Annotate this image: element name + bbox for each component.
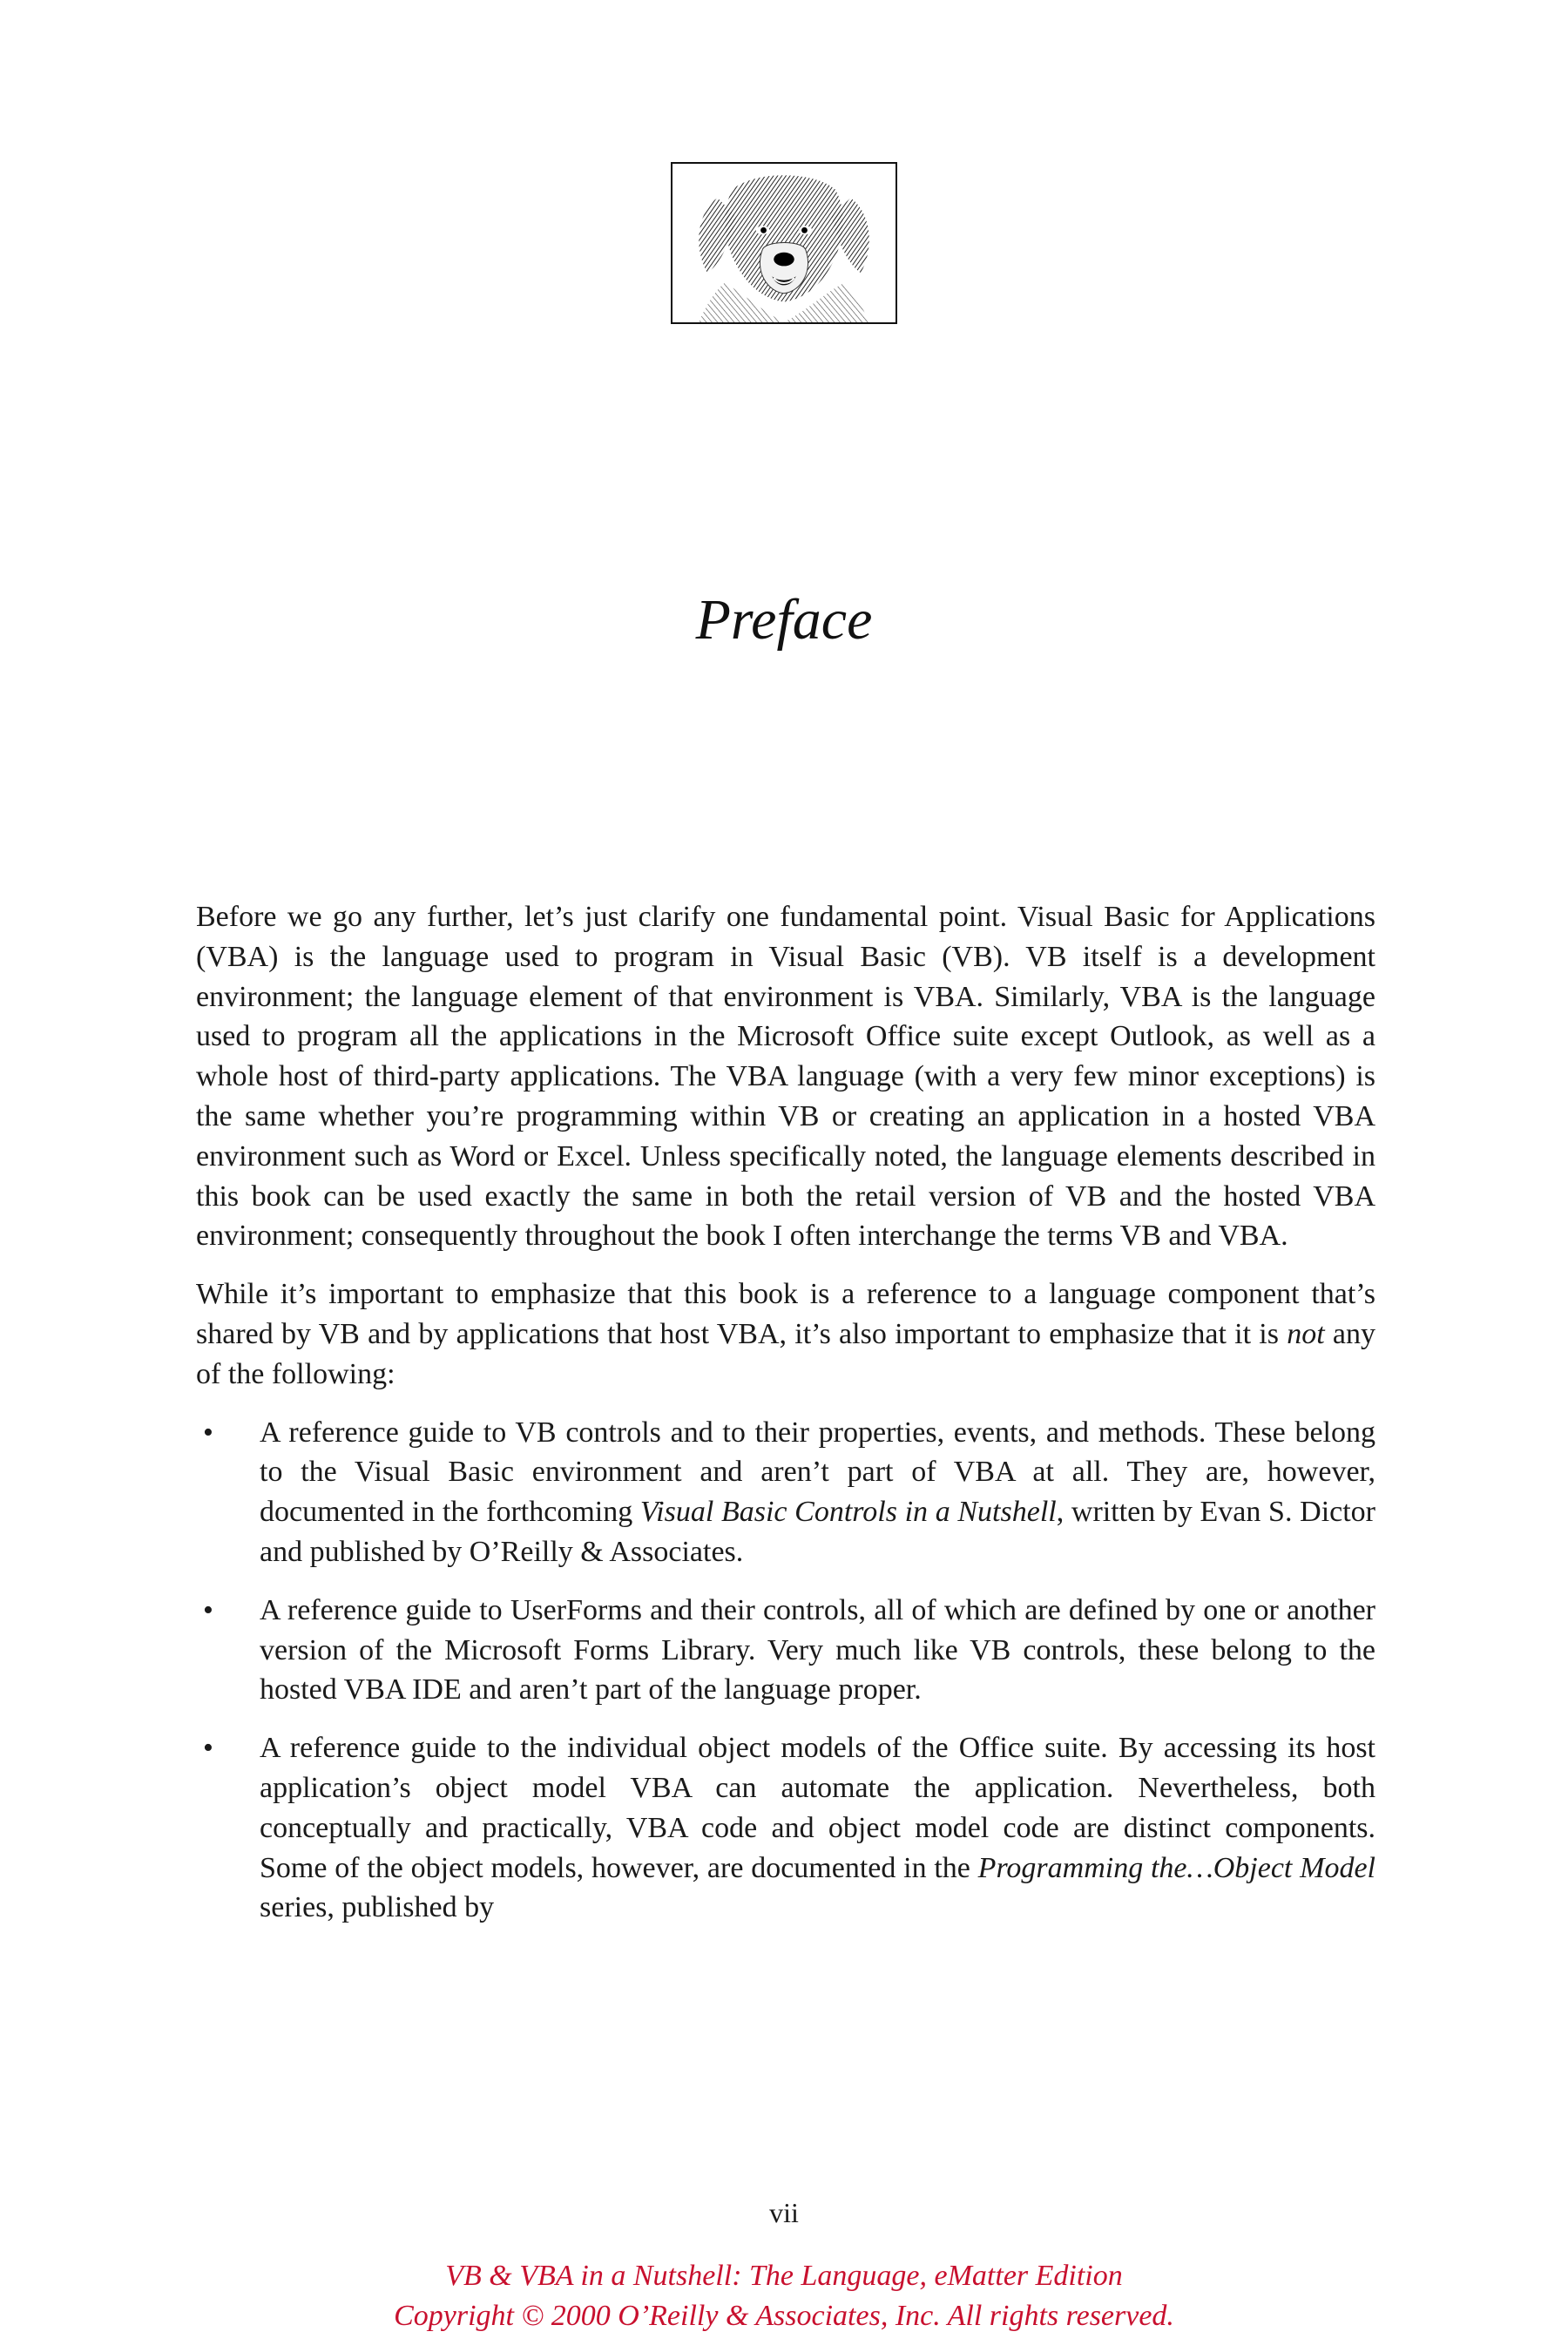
bullet-marker: •: [203, 1416, 213, 1449]
list-item: • A reference guide to VB controls and to their properties, events, and methods. These belong to the Visual Basic environment and aren’t part of VBA at all. They are, however, documented in the forthcoming Visual Basic Controls in a Nutshell, written by Evan S. Dictor and published by O’Reilly & Associates.: [196, 1413, 1375, 1572]
footer: [0, 2256, 1568, 2336]
footer-edition: VB & VBA in a Nutshell: The Language, eMatter Edition: [445, 2260, 1123, 2292]
footer-copyright: Copyright © 2000 O’Reilly & Associates, Inc. All rights reserved.: [394, 2300, 1174, 2332]
emphasis: not: [1287, 1317, 1325, 1350]
bullet-marker: •: [203, 1593, 213, 1626]
list-item: • A reference guide to the individual object models of the Office suite. By accessing its host application’s object model VBA can automate the application. Nevertheless, both conceptually and practically, VBA code and object model code are distinct components. Some of the object models, however, are documented in the Programming the…Object Model series, published by: [196, 1728, 1375, 1928]
list-item: • A reference guide to UserForms and their controls, all of which are defined by one or another version of the Microsoft Forms Library. Very much like VB controls, these belong to the hosted VBA IDE and aren’t part of the language proper.: [196, 1591, 1375, 1710]
preface-body: [196, 897, 1375, 1946]
page-title: Preface: [695, 588, 873, 652]
bullet-marker: •: [203, 1732, 213, 1765]
paragraph: While it’s important to emphasize that this book is a reference to a language component that’s shared by VB and by applications that host VBA, it’s also important to emphasize that it is not any of the following:: [196, 1278, 1376, 1390]
book-title: Visual Basic Controls in a Nutshell: [639, 1496, 1057, 1529]
dog-engraving-icon: [672, 164, 896, 322]
page-number: vii: [769, 2197, 799, 2228]
book-title: Programming the…Object Model: [977, 1851, 1375, 1884]
colophon-logo: [671, 162, 897, 324]
paragraph: Before we go any further, let’s just clarify one fundamental point. Visual Basic for Applications (VBA) is the language used to program in Visual Basic (VB). VB itself is a development environment; the language element of that environment is VBA. Similarly, VBA is the language used to program all the applications in the Microsoft Office suite except Outlook, as well as a whole host of third-party applications. The VBA language (with a very few minor exceptions) is the same whether you’re programming within VB or creating an application in a hosted VBA environment such as Word or Excel. Unless specifically noted, the language elements described in this book can be used exactly the same in both the retail version of VB and the hosted VBA environment; consequently throughout the book I often interchange the terms VB and VBA.: [196, 901, 1375, 1253]
bullet-list: [196, 1413, 1375, 1929]
